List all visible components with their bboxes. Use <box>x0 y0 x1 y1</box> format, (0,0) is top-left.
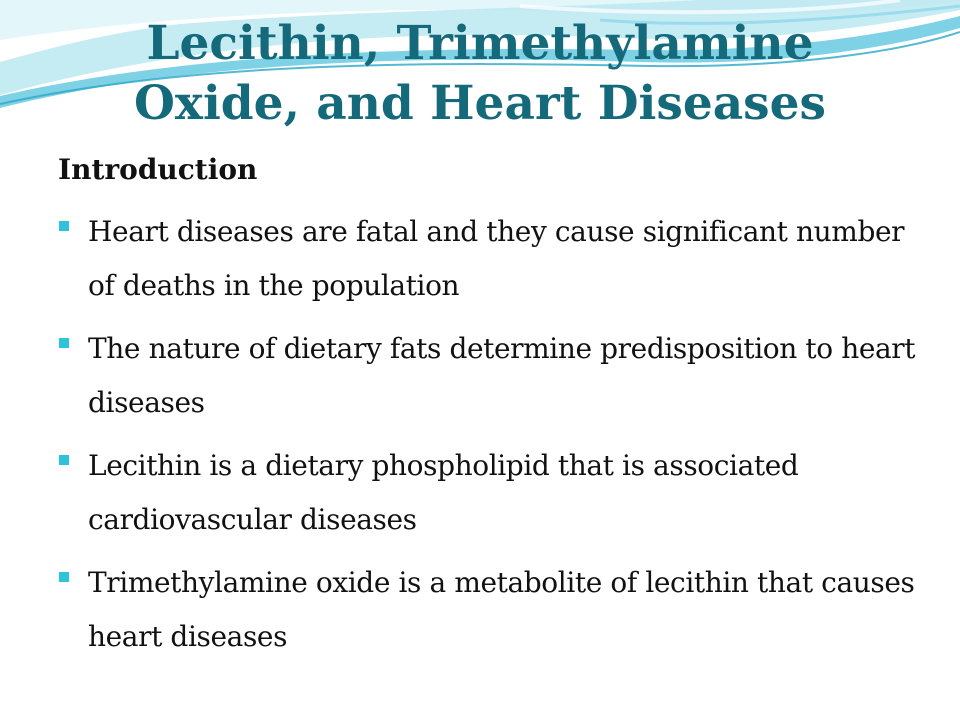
slide-title-line-1: Lecithin, Trimethylamine <box>146 16 814 71</box>
bullet-text: Lecithin is a dietary phospholipid that is associated cardiovascular diseases <box>88 449 799 536</box>
bullet-text: Trimethylamine oxide is a metabolite of lecithin that causes heart diseases <box>88 566 915 653</box>
slide-title-line-2: Oxide, and Heart Diseases <box>133 76 826 131</box>
bullet-item <box>58 205 918 313</box>
square-bullet-icon <box>59 338 69 348</box>
bullet-item <box>58 322 918 430</box>
square-bullet-icon <box>59 572 69 582</box>
bullet-text: Heart diseases are fatal and they cause significant number of deaths in the population <box>88 215 905 302</box>
section-heading: Introduction <box>58 153 258 186</box>
square-bullet-icon <box>59 455 69 465</box>
square-bullet-icon <box>59 221 69 231</box>
bullet-item <box>58 556 918 664</box>
bullet-text: The nature of dietary fats determine predisposition to heart diseases <box>88 332 916 419</box>
bullet-item <box>58 439 918 547</box>
slide-title <box>0 14 960 134</box>
bullet-list <box>58 205 918 673</box>
